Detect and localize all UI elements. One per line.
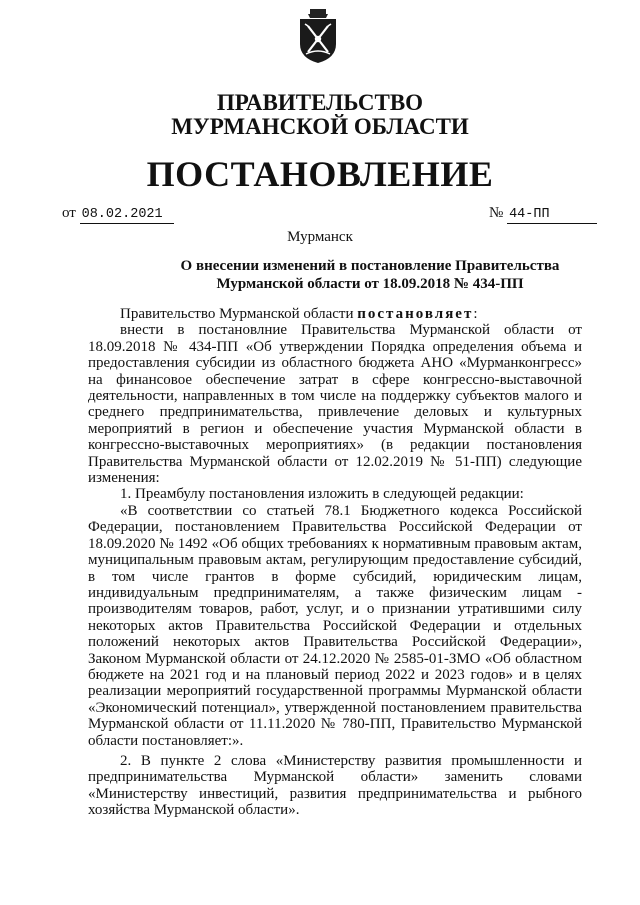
paragraph-item-1: 1. Преамбулу постановления изложить в следующей редакции:: [120, 486, 524, 503]
paragraph-amend: внести в постановлние Правительства Мурманской области от 18.09.2018 № 434-ПП «Об утверждении Порядка определения объема и предоставления субсидии из областного бюджета АНО «Мурманконгресс» на финансовое обеспечение затрат в сфере конгрессно-выставочной деятельности, направленных в том числе на поддержку субъектов малого и среднего предпринимательства, привлечение деловых и культурных мероприятий в регион и обеспечение участия Мурманской области в конгрессно-выставочных мероприятиях» (в редакции постановления Правительства Мурманской области от 12.02.2019 № 51-ПП) следующие изменения:: [88, 322, 582, 487]
coat-of-arms-icon: [294, 8, 342, 64]
intro-colon: :: [473, 306, 478, 322]
document-type-title: ПОСТАНОВЛЕНИЕ: [146, 154, 494, 194]
intro-paragraph: [88, 306, 582, 322]
paragraph-preamble-text: «В соответствии со статьей 78.1 Бюджетного кодекса Российской Федерации, постановлением Правительства Российской Федерации от 18.09.2020 № 1492 «Об общих требованиях к нормативным правовым актам, муниципальным правовым актам, регулирующим предоставление субсидий, в том числе грантов в форме субсидий, юридическим лицам, индивидуальным предпринимателям, а также физическим лицам - производителям товаров, работ, услуг, и о признании утратившими силу некоторых актов Правительства Российской Федерации и отдельных положений некоторых актов Правительства Российской Федерации», Законом Мурманской области от 24.12.2020 № 2585-01-ЗМО «Об областном бюджете на 2021 год и на плановый период 2022 и 2023 годов» и в целях реализации мероприятий государственной программы Мурманской области «Экономический потенциал», утвержденной постановлением правительства Мурманской области от 11.11.2020 № 780-ПП, Правительство Мурманской области постановляет:».: [88, 502, 582, 749]
government-name-line1: ПРАВИТЕЛЬСТВО: [216, 90, 424, 115]
government-name-line2: МУРМАНСКОЙ ОБЛАСТИ: [171, 114, 469, 139]
date-prefix: от: [62, 205, 76, 221]
document-date: 08.02.2021: [80, 207, 174, 224]
number-prefix: №: [489, 205, 504, 221]
document-subject: [160, 257, 580, 293]
document-number: 44-ПП: [507, 207, 597, 224]
subject-line1: О внесении изменений в постановление Правительства: [180, 258, 560, 274]
city-name: Мурманск: [287, 229, 353, 245]
document-body: [88, 306, 582, 819]
number-field: [489, 205, 597, 224]
subject-line2: Мурманской области от 18.09.2018 № 434-ПП: [216, 276, 524, 292]
date-field: [62, 205, 174, 224]
intro-text: Правительство Мурманской области: [120, 306, 358, 322]
paragraph-item-2: 2. В пункте 2 слова «Министерству развития промышленности и предпринимательства Мурманской области» заменить словами «Министерству инвестиций, развития предпринимательства и рыбного хозяйства Мурманской области».: [88, 752, 582, 819]
intro-resolves: постановляет: [357, 306, 474, 322]
